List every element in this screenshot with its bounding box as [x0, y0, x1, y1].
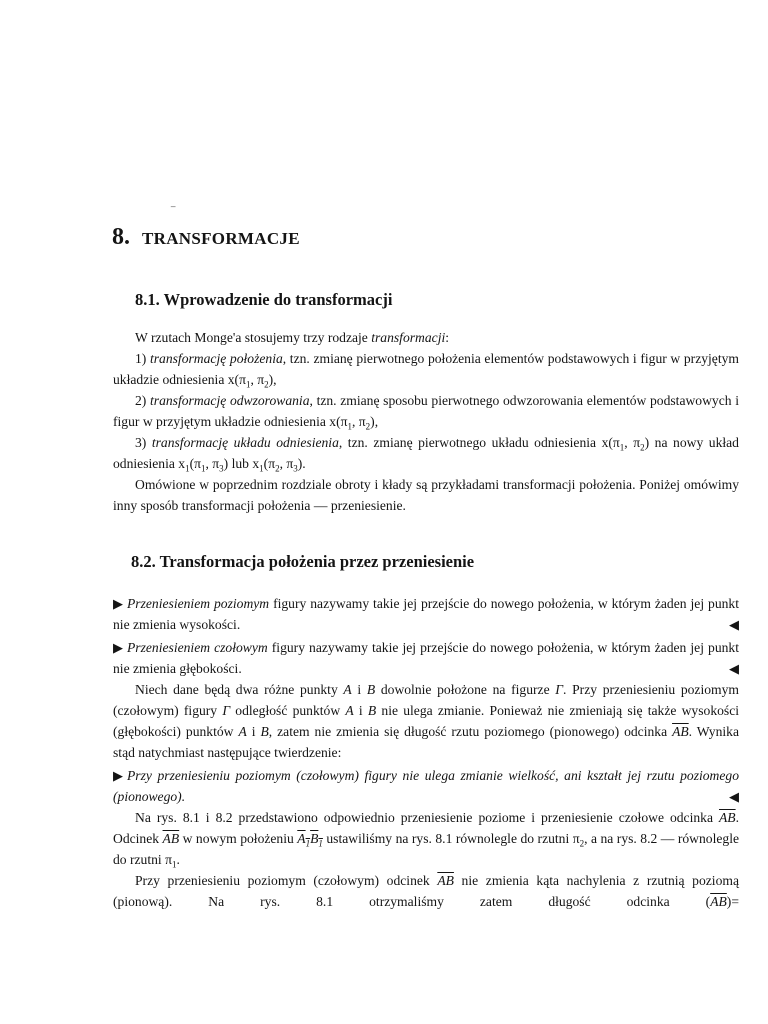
end-marker-icon: ◀ — [729, 789, 739, 804]
section-8-1-body — [113, 327, 739, 516]
list-item-1: 1) transformację położenia, tzn. zmianę pierwotnego położenia elementów podstawowych i figur w przyjętym układzie odniesienia $x(\pi_1$, $\pi_2$), — [113, 351, 739, 390]
start-marker-icon: ▶ — [113, 768, 123, 783]
theorem: ▶ Przy przeniesieniu poziomym (czołowym) figury nie ulega zmianie wielkość, ani kształt jej rzutu poziomego (pionowego). ◀ — [113, 765, 739, 807]
paragraph-omowione: Omówione w poprzednim rozdziale obroty i kłady są przykładami transformacji położenia. Poniżej omówimy inny sposób transformacji położenia — przeniesienie. — [113, 477, 739, 513]
scan-speck: ⁻ — [170, 202, 177, 216]
definition-frontal: ▶ Przeniesieniem czołowym figury nazywamy takie jej przejście do nowego położenia, w którym żaden jej punkt nie zmienia głębokości. ◀ — [113, 637, 739, 679]
list-item-2: 2) transformację odwzorowania, tzn. zmianę sposobu pierwotnego odwzorowania elementów podstawowych i figur w przyjętym układzie odniesienia $x(\pi_1$, $\pi_2$), — [113, 393, 739, 432]
section-heading-8-1: 8.1. Wprowadzenie do transformacji — [135, 290, 393, 309]
chapter-title: TRANSFORMACJE — [142, 229, 300, 248]
section-heading-8-2: 8.2. Transformacja położenia przez przeniesienie — [131, 552, 475, 571]
paragraph-na-rys: Na rys. 8.1 i 8.2 przedstawiono odpowiednio przeniesienie poziome i przeniesienie czołowe odcinka $\overline{AB}$. Odcinek $\overline{AB}$ w nowym położeniu $A_1B_1$ ustawiliśmy na rys. 8.1 równolegle do rzutni $\pi_2$, a na rys. 8.2 — równolegle do rzutni $\pi_1$. — [113, 810, 740, 870]
start-marker-icon: ▶ — [113, 596, 123, 611]
intro-line: W rzutach Monge'a stosujemy trzy rodzaje transformacji: — [135, 330, 450, 345]
paragraph-niech: Niech dane będą dwa różne punkty A i B dowolnie położone na figurze Γ. Przy przeniesieniu poziomym (czołowym) figury Γ odległość punktów A i B nie ulega zmianie. Ponieważ nie zmieniają się także wysokości (głębokości) punktów A i B, zatem nie zmienia się długość rzutu poziomego (pionowego) odcinka $\overline{AB}$. Wynika stąd natychmiast następujące twierdzenie: — [113, 682, 740, 760]
section-8-2-body — [113, 593, 739, 912]
paragraph-przy: Przy przeniesieniu poziomym (czołowym) odcinek $\overline{AB}$ nie zmienia kąta nachylenia z rzutnią poziomą (pionową). Na rys. 8.1 otrzymaliśmy zatem długość odcinka $(\overline{AB})=$ — [113, 873, 739, 909]
start-marker-icon: ▶ — [113, 640, 123, 655]
end-marker-icon: ◀ — [729, 617, 739, 632]
end-marker-icon: ◀ — [729, 661, 739, 676]
list-item-3: 3) transformację układu odniesienia, tzn. zmianę pierwotnego układu odniesienia $x(\pi_1$, $\pi_2$) na nowy układ odniesienia $x_1(\pi_1$, $\pi_3$) lub $x_1(\pi_2$, $\pi_3$). — [113, 435, 739, 474]
chapter-heading — [112, 224, 300, 251]
chapter-number: 8. — [112, 224, 130, 250]
definition-horizontal: ▶ Przeniesieniem poziomym figury nazywamy takie jej przejście do nowego położenia, w którym żaden jej punkt nie zmienia wysokości. ◀ — [113, 593, 739, 635]
